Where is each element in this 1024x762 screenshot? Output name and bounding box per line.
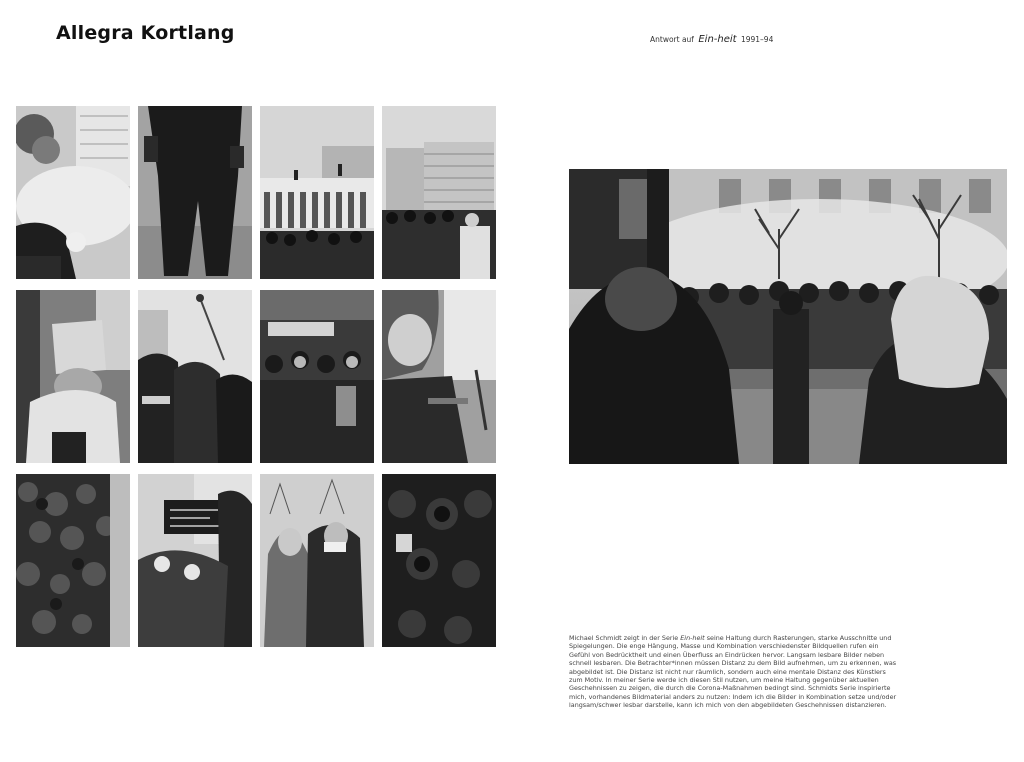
- photo-bucket-hat-protester: [16, 290, 130, 463]
- kicker-prefix: Antwort auf: [650, 35, 694, 44]
- photo-dense-crowd: [16, 474, 130, 647]
- body-text: [569, 634, 899, 710]
- photo-smoke-crowd: [16, 106, 130, 279]
- photo-grid: [16, 106, 496, 647]
- kicker-years: 1991–94: [740, 35, 774, 44]
- photo-masked-protesters: [260, 474, 374, 647]
- photo-crowd-banner: [260, 290, 374, 463]
- photo-police-flagpole: [138, 290, 252, 463]
- photo-highrise-crowd: [382, 106, 496, 279]
- body-text-main: seine Haltung durch Rasterungen, starke Ausschnitte und Spiegelungen. Die enge Hängung, Masse und Kombination verschiedenster Bildquellen rufen ein Gefühl von Bedrücktheit und einen Überfluss an Eindrücken hervor. Langsam lesbare Bilder neben schnell lesbaren. Die Betrachter*innen müssen Distanz zu dem Bild aufnehmen, um zu erkennen, was abgebildet ist. Die Distanz ist nicht nur räumlich, sondern auch eine mentale Distanz des Künstlers zum Motiv. In meiner Serie werde ich diesen Stil nutzen, um meine Haltung gegenüber aktuellen Geschehnissen zu zeigen, die durch die Corona-Maßnahmen bedingt sind. Schmidts Serie inspirierte mich, vorhandenes Bildmaterial anders zu nutzen: Indem ich die Bilder in Kombination setze und/oder langsam/schwer lesbar darstelle, kann ich mich von den abgebildeten Geschehnissen distanzieren.: [569, 634, 897, 710]
- photo-building-rooftop-crowd: [260, 106, 374, 279]
- body-text-series-title: Ein-heit: [680, 634, 705, 642]
- photo-closeup-protester: [382, 290, 496, 463]
- body-paragraph: [569, 634, 899, 710]
- photo-dark-crowd: [382, 474, 496, 647]
- photo-police-officer-legs: [138, 106, 252, 279]
- author-name: Allegra Kortlang: [56, 22, 235, 44]
- kicker-series-title: Ein-heit: [698, 34, 737, 45]
- body-text-intro: Michael Schmidt zeigt in der Serie: [569, 634, 681, 642]
- series-reference: [650, 34, 773, 45]
- photo-protest-sign: [138, 474, 252, 647]
- photo-water-cannon-police-line: [569, 169, 1007, 464]
